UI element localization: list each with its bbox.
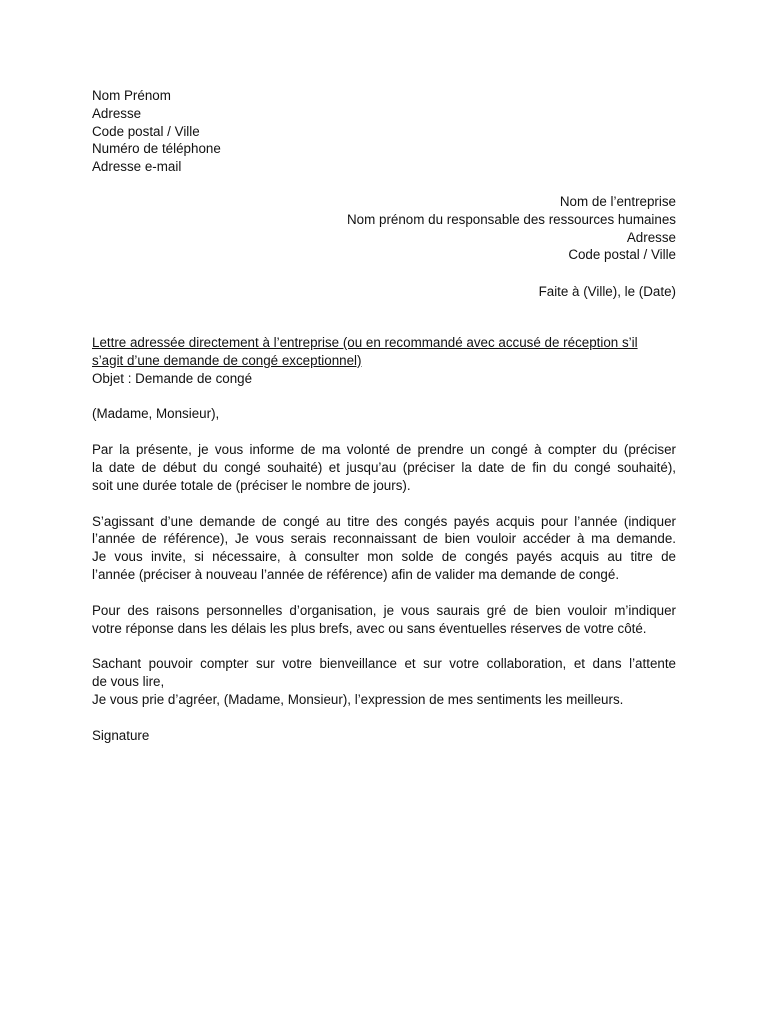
greeting-text: (Madame, Monsieur), xyxy=(92,406,220,422)
notice-line-1: Lettre adressée directement à l’entreprise (ou en recommandé avec accusé de réception s’il xyxy=(92,334,638,350)
paragraph-line: Par la présente, je vous informe de ma volonté de prendre un congé à compter du (préciser xyxy=(92,442,676,458)
paragraph-line: la date de début du congé souhaité) et jusqu’au (préciser la date de fin du congé souhaité), xyxy=(92,459,676,475)
paragraph-response xyxy=(92,602,676,638)
place-date xyxy=(92,283,676,301)
paragraph-line: de vous lire, xyxy=(92,674,165,690)
sender-phone: Numéro de téléphone xyxy=(92,141,221,157)
recipient-address: Adresse xyxy=(626,229,676,245)
sender-postal-city: Code postal / Ville xyxy=(92,123,200,139)
paragraph-line: Pour des raisons personnelles d’organisation, je vous saurais gré de bien vouloir m’indiquer xyxy=(92,602,676,618)
recipient-company: Nom de l’entreprise xyxy=(559,193,676,209)
paragraph-closing xyxy=(92,655,676,708)
paragraph-intro xyxy=(92,441,676,494)
subject-line: Objet : Demande de congé xyxy=(92,370,253,386)
sender-address: Adresse xyxy=(92,105,142,121)
sender-name: Nom Prénom xyxy=(92,88,171,103)
paragraph-line: votre réponse dans les délais les plus brefs, avec ou sans éventuelles réserves de votre côté. xyxy=(92,620,647,636)
recipient-postal-city: Code postal / Ville xyxy=(568,247,676,263)
recipient-hr-manager: Nom prénom du responsable des ressources humaines xyxy=(347,211,676,227)
paragraph-line: S’agissant d’une demande de congé au titre des congés payés acquis pour l’année (indiquer xyxy=(92,513,676,529)
sender-email: Adresse e-mail xyxy=(92,159,182,175)
notice-line-2: s’agit d’une demande de congé exceptionnel) xyxy=(92,352,362,368)
signature-block xyxy=(92,727,676,745)
sender-block xyxy=(92,87,676,176)
paragraph-line: Je vous invite, si nécessaire, à consulter mon solde de congés payés acquis au titre de xyxy=(92,549,676,565)
paragraph-line: Je vous prie d’agréer, (Madame, Monsieur), l’expression de mes sentiments les meilleurs. xyxy=(92,691,624,707)
place-date-text: Faite à (Ville), le (Date) xyxy=(538,284,676,300)
paragraph-line: soit une durée totale de (préciser le nombre de jours). xyxy=(92,477,411,493)
paragraph-line: l’année (préciser à nouveau l’année de référence) afin de valider ma demande de congé. xyxy=(92,566,620,582)
paragraph-line: Sachant pouvoir compter sur votre bienveillance et sur votre collaboration, et dans l’attente xyxy=(92,656,676,672)
recipient-block xyxy=(92,193,676,264)
signature-label: Signature xyxy=(92,727,150,743)
letter-page xyxy=(92,87,676,745)
paragraph-line: l’année de référence), Je vous serais reconnaissant de bien vouloir accéder à ma demande. xyxy=(92,531,676,547)
paragraph-paid-leave xyxy=(92,513,676,584)
delivery-notice xyxy=(92,334,676,370)
greeting xyxy=(92,405,676,423)
